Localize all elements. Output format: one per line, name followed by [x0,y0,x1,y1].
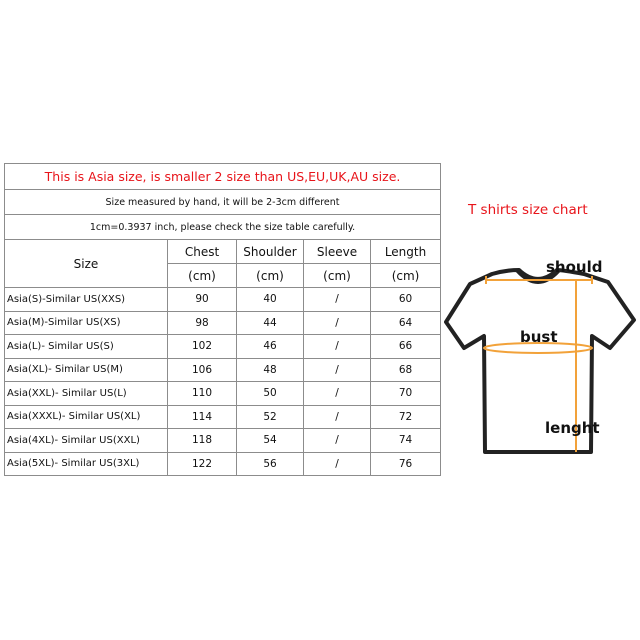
row-chest: 98 [168,311,237,335]
row-size-label: Asia(M)-Similar US(XS) [5,311,168,335]
row-sleeve: / [304,335,371,359]
header-sleeve-unit: (cm) [304,264,371,288]
row-sleeve: / [304,382,371,406]
table-row [5,335,441,359]
inch-conversion-notice: 1cm=0.3937 inch, please check the size table carefully. [5,215,441,240]
row-sleeve: / [304,452,371,476]
row-chest: 118 [168,429,237,453]
header-chest-unit: (cm) [168,264,237,288]
row-shoulder: 46 [237,335,304,359]
row-size-label: Asia(XXL)- Similar US(L) [5,382,168,406]
table-row [5,382,441,406]
row-sleeve: / [304,358,371,382]
row-length: 64 [371,311,441,335]
row-chest: 106 [168,358,237,382]
row-size-label: Asia(XXXL)- Similar US(XL) [5,405,168,429]
row-shoulder: 48 [237,358,304,382]
row-size-label: Asia(4XL)- Similar US(XXL) [5,429,168,453]
row-sleeve: / [304,429,371,453]
row-size-label: Asia(S)-Similar US(XXS) [5,288,168,312]
length-label: lenght [545,419,600,437]
row-shoulder: 40 [237,288,304,312]
shoulder-label: should [546,258,603,276]
measure-notice: Size measured by hand, it will be 2-3cm different [5,190,441,215]
table-row [5,405,441,429]
row-size-label: Asia(5XL)- Similar US(3XL) [5,452,168,476]
row-shoulder: 56 [237,452,304,476]
header-size: Size [5,240,168,288]
row-length: 72 [371,405,441,429]
table-row [5,429,441,453]
table-row [5,452,441,476]
table-row [5,358,441,382]
size-chart-title: T shirts size chart [468,202,588,218]
header-length-unit: (cm) [371,264,441,288]
row-length: 76 [371,452,441,476]
header-sleeve: Sleeve [304,240,371,264]
row-size-label: Asia(XL)- Similar US(M) [5,358,168,382]
row-size-label: Asia(L)- Similar US(S) [5,335,168,359]
header-chest: Chest [168,240,237,264]
row-shoulder: 52 [237,405,304,429]
size-table [4,163,441,476]
tshirt-diagram [440,240,640,470]
row-shoulder: 50 [237,382,304,406]
header-shoulder-unit: (cm) [237,264,304,288]
row-length: 60 [371,288,441,312]
row-sleeve: / [304,288,371,312]
row-length: 70 [371,382,441,406]
row-length: 74 [371,429,441,453]
header-shoulder: Shoulder [237,240,304,264]
row-length: 66 [371,335,441,359]
bust-label: bust [520,328,558,346]
row-chest: 122 [168,452,237,476]
row-shoulder: 44 [237,311,304,335]
row-length: 68 [371,358,441,382]
tshirt-outline-icon [446,270,634,452]
row-chest: 110 [168,382,237,406]
table-row [5,288,441,312]
row-shoulder: 54 [237,429,304,453]
asia-size-notice: This is Asia size, is smaller 2 size than US,EU,UK,AU size. [5,164,441,190]
row-sleeve: / [304,405,371,429]
row-chest: 114 [168,405,237,429]
row-sleeve: / [304,311,371,335]
row-chest: 90 [168,288,237,312]
row-chest: 102 [168,335,237,359]
table-row [5,311,441,335]
header-length: Length [371,240,441,264]
